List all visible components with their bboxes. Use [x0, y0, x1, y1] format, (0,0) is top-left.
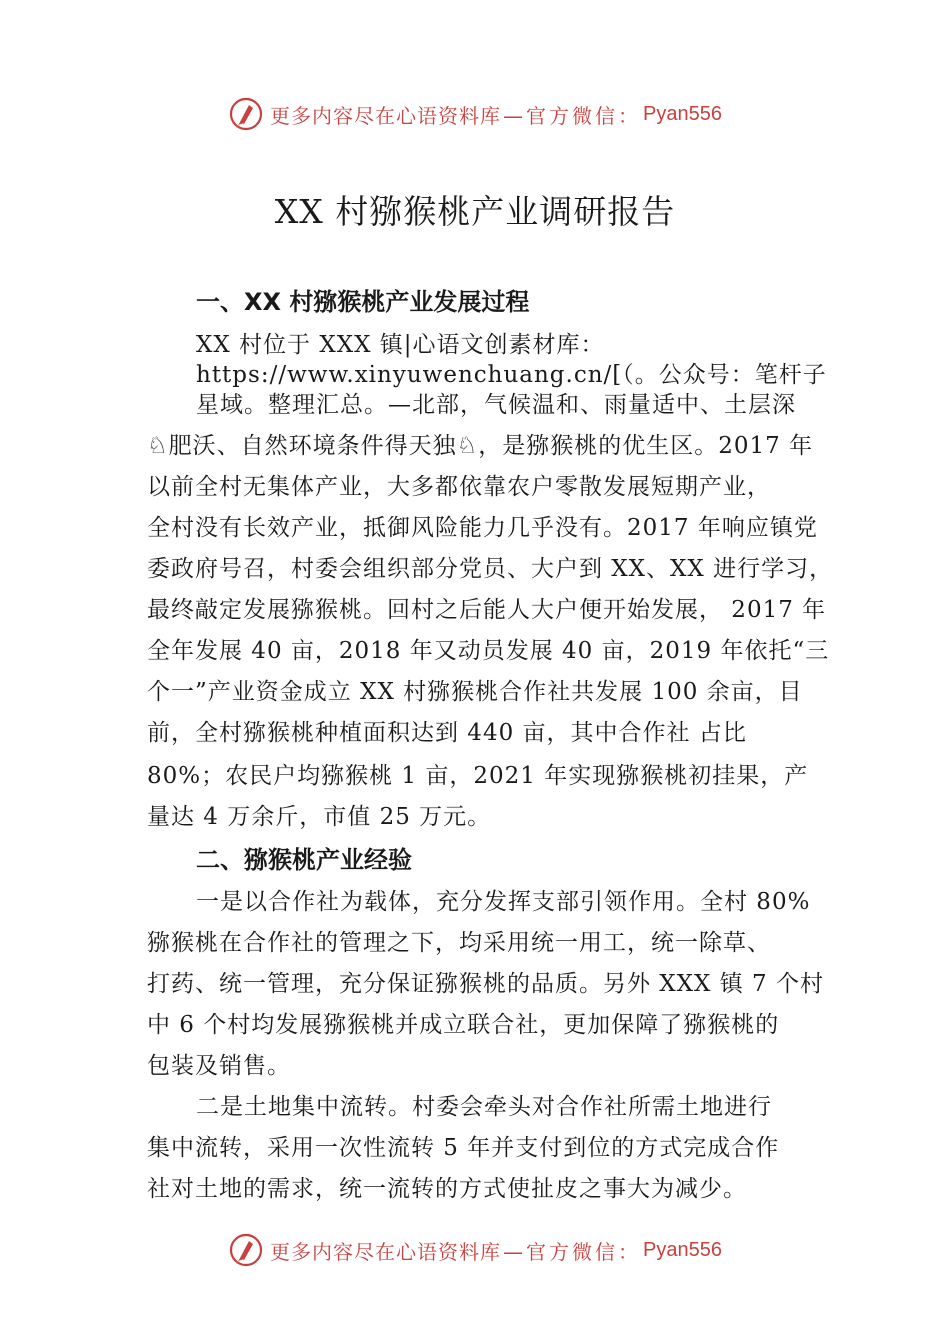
- section1-line: 最终敲定发展猕猴桃。回村之后能人大户便开始发展， 2017 年: [147, 597, 827, 623]
- section1-line: 星域。整理汇总。—北部，气候温和、雨量适中、土层深: [196, 392, 796, 418]
- section2-line: 集中流转，采用一次性流转 5 年并支付到位的方式完成合作: [147, 1135, 780, 1161]
- section2-line: 二是土地集中流转。村委会牵头对合作社所需土地进行: [196, 1094, 772, 1120]
- section1-line: 全村没有长效产业，抵御风险能力几乎没有。2017 年响应镇党: [147, 515, 818, 541]
- section1-line: 量达 4 万余斤，市值 25 万元。: [147, 804, 492, 830]
- section1-line: 个一”产业资金成立 XX 村猕猴桃合作社共发展 100 余亩，目: [147, 679, 803, 705]
- section1-line: 全年发展 40 亩，2018 年又动员发展 40 亩，2019 年依托“三: [147, 638, 830, 664]
- section1-line: 以前全村无集体产业，大多都依靠农户零散发展短期产业，: [147, 474, 771, 500]
- section2-line: 社对土地的需求，统一流转的方式使扯皮之事大为减少。: [147, 1176, 747, 1202]
- section2-line: 包装及销售。: [147, 1053, 291, 1079]
- section1-line: 委政府号召，村委会组织部分党员、大户到 XX、XX 进行学习，: [147, 556, 834, 582]
- watermark-official: —官方微信：: [503, 103, 642, 128]
- pen-nib-icon: [228, 96, 264, 132]
- section-heading-1: 一、XX 村猕猴桃产业发展过程: [196, 288, 530, 316]
- watermark-wechat-id: Pyan556: [643, 102, 722, 125]
- watermark-official: —官方微信：: [503, 1239, 642, 1264]
- section-heading-2: 二、猕猴桃产业经验: [196, 846, 412, 874]
- section1-line: ♘肥沃、自然环境条件得天独♘，是猕猴桃的优生区。2017 年: [147, 433, 814, 459]
- watermark-wechat-id: Pyan556: [643, 1238, 722, 1261]
- section2-line: 猕猴桃在合作社的管理之下，均采用统一用工，统一除草、: [147, 930, 771, 956]
- section2-line: 一是以合作社为载体，充分发挥支部引领作用。全村 80%: [196, 889, 811, 915]
- pen-nib-icon: [228, 1232, 264, 1268]
- section1-line: https://www.xinyuwenchuang.cn/[（。公众号：笔杆子: [196, 362, 827, 388]
- section1-line: 前，全村猕猴桃种植面积达到 440 亩，其中合作社 占比: [147, 720, 747, 746]
- section1-line: 80%；农民户均猕猴桃 1 亩，2021 年实现猕猴桃初挂果，产: [147, 763, 809, 789]
- section2-line: 中 6 个村均发展猕猴桃并成立联合社，更加保障了猕猴桃的: [147, 1012, 780, 1038]
- section2-line: 打药、统一管理，充分保证猕猴桃的品质。另外 XXX 镇 7 个村: [147, 971, 824, 997]
- watermark-banner-top: [0, 92, 950, 136]
- watermark-banner-bottom: [0, 1228, 950, 1272]
- watermark-brand: 更多内容尽在心语资料库: [270, 103, 502, 128]
- page-title: XX 村猕猴桃产业调研报告: [274, 192, 676, 231]
- section1-line: XX 村位于 XXX 镇|心语文创素材库：: [196, 332, 605, 358]
- watermark-brand: 更多内容尽在心语资料库: [270, 1239, 502, 1264]
